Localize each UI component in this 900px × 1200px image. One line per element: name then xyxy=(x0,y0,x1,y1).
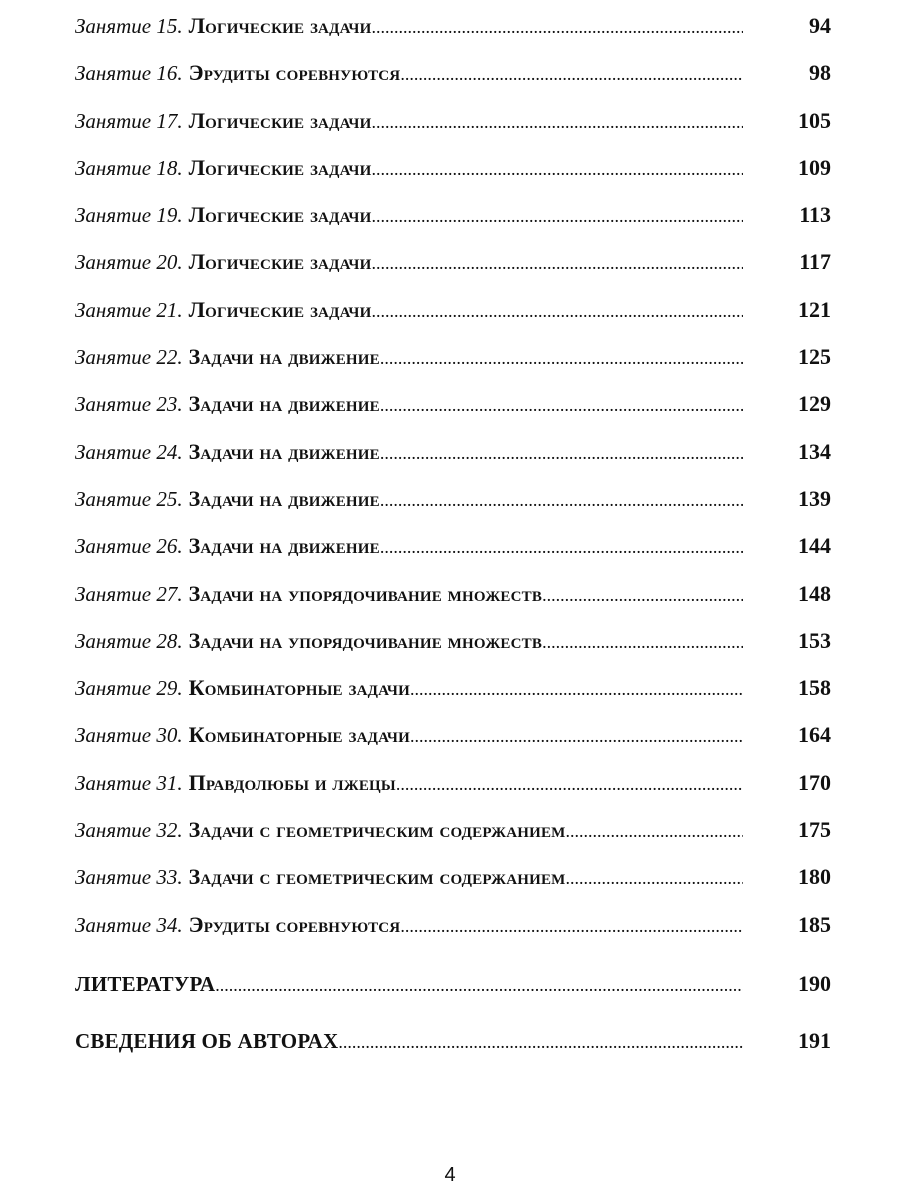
toc-entry[interactable] xyxy=(75,901,831,948)
entry-page: 121 xyxy=(798,296,831,322)
lesson-number: Занятие 30. xyxy=(75,723,183,748)
dot-leader xyxy=(371,4,743,51)
dot-leader xyxy=(380,335,743,382)
lesson-number: Занятие 16. xyxy=(75,61,183,86)
dot-leader xyxy=(371,99,743,146)
dot-leader xyxy=(396,761,743,808)
entry-page: 144 xyxy=(798,533,831,559)
toc-entry[interactable] xyxy=(75,428,831,475)
entry-title: Задачи на движение xyxy=(188,344,380,370)
lesson-number: Занятие 32. xyxy=(75,818,183,843)
toc-entry[interactable] xyxy=(75,191,831,238)
lesson-number: Занятие 23. xyxy=(75,392,183,417)
dot-leader xyxy=(400,51,743,98)
page-number: 4 xyxy=(444,1164,456,1186)
lesson-number: Занятие 18. xyxy=(75,155,183,180)
entry-page: 134 xyxy=(798,438,831,464)
entry-title: ЛИТЕРАТУРА xyxy=(75,971,216,996)
toc-entry[interactable] xyxy=(75,664,831,711)
toc-entry[interactable] xyxy=(75,144,831,191)
entry-page: 164 xyxy=(798,722,831,748)
toc-entry[interactable] xyxy=(75,960,831,1007)
entry-page: 94 xyxy=(809,13,831,38)
dot-leader xyxy=(338,1019,743,1066)
lesson-number: Занятие 33. xyxy=(75,865,183,890)
entry-title: Задачи на движение xyxy=(188,438,380,464)
toc-entry[interactable] xyxy=(75,617,831,664)
toc-entry[interactable] xyxy=(75,286,831,333)
entry-page: 191 xyxy=(798,1028,831,1054)
dot-leader xyxy=(215,962,743,1009)
entry-title: Задачи на упорядочивание множеств xyxy=(188,627,543,653)
entry-page: 180 xyxy=(798,864,831,890)
toc-entry[interactable] xyxy=(75,97,831,144)
entry-page: 158 xyxy=(798,675,831,701)
dot-leader xyxy=(566,808,743,855)
dot-leader xyxy=(566,855,743,902)
entry-page: 153 xyxy=(798,627,831,653)
table-of-contents xyxy=(75,2,831,1065)
entry-title: Комбинаторные задачи xyxy=(188,675,410,701)
entry-title: СВЕДЕНИЯ ОБ АВТОРАХ xyxy=(75,1029,339,1054)
entry-page: 129 xyxy=(798,391,831,417)
dot-leader xyxy=(371,146,743,193)
dot-leader xyxy=(371,288,743,335)
dot-leader xyxy=(380,524,743,571)
entry-title: Логические задачи xyxy=(188,107,372,133)
toc-entry[interactable] xyxy=(75,759,831,806)
entry-page: 190 xyxy=(798,970,831,996)
entry-page: 125 xyxy=(798,344,831,370)
entry-page: 139 xyxy=(798,485,831,511)
dot-leader xyxy=(371,193,743,240)
lesson-number: Занятие 29. xyxy=(75,676,183,701)
dot-leader xyxy=(380,430,743,477)
toc-entry[interactable] xyxy=(75,711,831,758)
lesson-number: Занятие 26. xyxy=(75,534,183,559)
toc-entry[interactable] xyxy=(75,853,831,900)
entry-title: Логические задачи xyxy=(188,296,372,322)
toc-entry[interactable] xyxy=(75,2,831,49)
entry-title: Комбинаторные задачи xyxy=(188,722,410,748)
toc-entry[interactable] xyxy=(75,522,831,569)
lesson-number: Занятие 22. xyxy=(75,345,183,370)
lesson-number: Занятие 15. xyxy=(75,14,183,38)
toc-entry[interactable] xyxy=(75,238,831,285)
lesson-number: Занятие 19. xyxy=(75,203,183,228)
toc-entry[interactable] xyxy=(75,806,831,853)
toc-entry[interactable] xyxy=(75,333,831,380)
entry-page: 105 xyxy=(798,107,831,133)
entry-page: 185 xyxy=(798,911,831,937)
dot-leader xyxy=(371,240,743,287)
dot-leader xyxy=(400,903,743,950)
entry-page: 109 xyxy=(798,154,831,180)
dot-leader xyxy=(410,666,743,713)
dot-leader xyxy=(380,382,743,429)
entry-title: Эрудиты соревнуются xyxy=(188,911,401,937)
entry-page: 175 xyxy=(798,817,831,843)
toc-entry[interactable] xyxy=(75,475,831,522)
lesson-number: Занятие 25. xyxy=(75,486,183,511)
toc-entry[interactable] xyxy=(75,49,831,96)
lesson-number: Занятие 17. xyxy=(75,108,183,133)
lesson-number: Занятие 27. xyxy=(75,581,183,606)
toc-entry[interactable] xyxy=(75,380,831,427)
entry-title: Логические задачи xyxy=(188,202,372,228)
entry-title: Задачи на упорядочивание множеств xyxy=(188,580,543,606)
lesson-number: Занятие 28. xyxy=(75,628,183,653)
entry-page: 98 xyxy=(809,60,831,86)
entry-title: Логические задачи xyxy=(188,249,372,275)
entry-title: Задачи с геометрическим содержанием xyxy=(188,817,566,843)
entry-title: Логические задачи xyxy=(188,13,372,38)
lesson-number: Занятие 31. xyxy=(75,770,183,795)
lesson-number: Занятие 34. xyxy=(75,912,183,937)
entry-title: Логические задачи xyxy=(188,154,372,180)
entry-title: Задачи на движение xyxy=(188,485,380,511)
entry-page: 170 xyxy=(798,769,831,795)
dot-leader xyxy=(410,713,743,760)
toc-entry[interactable] xyxy=(75,1017,831,1064)
dot-leader xyxy=(542,619,743,666)
entry-page: 113 xyxy=(799,202,831,228)
entry-title: Правдолюбы и лжецы xyxy=(188,769,396,795)
entry-title: Задачи с геометрическим содержанием xyxy=(188,864,566,890)
dot-leader xyxy=(542,572,743,619)
entry-page: 148 xyxy=(798,580,831,606)
lesson-number: Занятие 20. xyxy=(75,250,183,275)
lesson-number: Занятие 24. xyxy=(75,439,183,464)
entry-page: 117 xyxy=(799,249,831,275)
entry-title: Эрудиты соревнуются xyxy=(188,60,401,86)
lesson-number: Занятие 21. xyxy=(75,297,183,322)
entry-title: Задачи на движение xyxy=(188,533,380,559)
dot-leader xyxy=(380,477,743,524)
entry-title: Задачи на движение xyxy=(188,391,380,417)
toc-entry[interactable] xyxy=(75,570,831,617)
